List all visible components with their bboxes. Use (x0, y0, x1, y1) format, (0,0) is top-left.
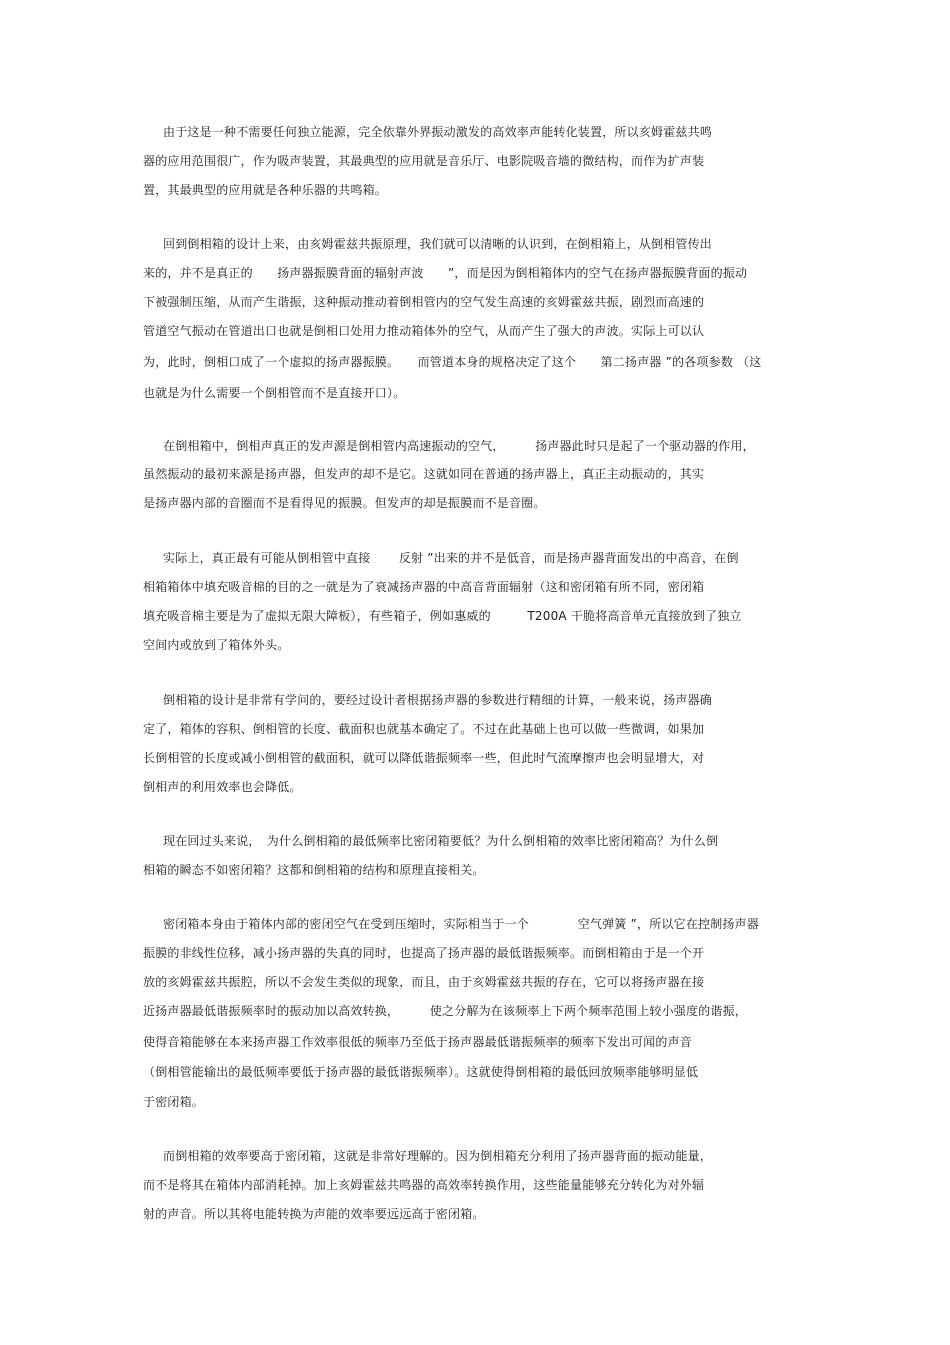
paragraph-line: 实际上，真正最有可能从倒相管中直接 反射 ”出来的并不是低音，而是扬声器背面发出的中高音，在倒 (163, 551, 739, 565)
paragraph-line: 在倒相箱中，倒相声真正的发声源是倒相管内高速振动的空气， 扬声器此时只是起了一个驱动器的作用， (163, 439, 755, 453)
paragraph-line: 定了，箱体的容积、倒相管的长度、截面积也就基本确定了。不过在此基础上也可以做一些微调，如果加 (143, 722, 705, 736)
paragraph-line: 长倒相管的长度或减小倒相管的截面积，就可以降低谐振频率一些，但此时气流摩擦声也会明显增大，对 (143, 751, 705, 765)
paragraph-line: 置，其最典型的应用就是各种乐器的共鸣箱。 (143, 183, 388, 197)
paragraph-line: 下被强制压缩，从而产生谐振，这种振动推动着倒相管内的空气发生高速的亥姆霍兹共振，剧烈而高速的 (143, 295, 705, 309)
paragraph-line: 而不是将其在箱体内部消耗掉。加上亥姆霍兹共鸣器的高效率转换作用，这些能量能够充分转化为对外辐 (143, 1178, 705, 1192)
paragraph-line: 管道空气振动在管道出口也就是倒相口处用力推动箱体外的空气，从而产生了强大的声波。实际上可以认 (143, 324, 705, 338)
paragraph-line: 使得音箱能够在本来扬声器工作效率很低的频率乃至低于扬声器最低谐振频率的频率下发出可闻的声音 (143, 1035, 693, 1049)
paragraph-line: 空间内或放到了箱体外头。 (143, 638, 290, 652)
paragraph-line: 振膜的非线性位移，减小扬声器的失真的同时，也提高了扬声器的最低谐振频率。而倒相箱由于是一个开 (143, 946, 705, 960)
paragraph-line: 由于这是一种不需要任何独立能源，完全依靠外界振动激发的高效率声能转化装置，所以亥姆霍兹共鸣 (163, 125, 713, 139)
paragraph-line: 相箱的瞬态不如密闭箱？这都和倒相箱的结构和原理直接相关。 (143, 863, 485, 877)
paragraph-line: 现在回过头来说， 为什么倒相箱的最低频率比密闭箱要低？为什么倒相箱的效率比密闭箱高？为什么倒 (163, 834, 719, 848)
paragraph-line: 是扬声器内部的音圈而不是看得见的振膜。但发声的却是振膜而不是音圈。 (143, 496, 546, 510)
paragraph-line: 回到倒相箱的设计上来，由亥姆霍兹共振原理，我们就可以清晰的认识到，在倒相箱上，从倒相管传出 (163, 237, 713, 251)
paragraph-line: 来的，并不是真正的 扬声器振膜背面的辐射声波 ”，而是因为倒相箱体内的空气在扬声器振膜背面的振动 (143, 266, 748, 280)
paragraph-line: 放的亥姆霍兹共振腔，所以不会发生类似的现象，而且，由于亥姆霍兹共振的存在，它可以将扬声器在接 (143, 975, 705, 989)
paragraph-line: 倒相箱的设计是非常有学问的，要经过设计者根据扬声器的参数进行精细的计算，一般来说，扬声器确 (163, 693, 713, 707)
paragraph-line: 近扬声器最低谐振频率时的振动加以高效转换， 使之分解为在该频率上下两个频率范围上较小强度的谐振， (143, 1004, 748, 1018)
paragraph-line: 于密闭箱。 (143, 1095, 205, 1109)
paragraph-line: 相箱箱体中填充吸音棉的目的之一就是为了衰减扬声器的中高音背面辐射（这和密闭箱有所不同，密闭箱 (143, 580, 705, 594)
paragraph-line: 为，此时，倒相口成了一个虚拟的扬声器振膜。 而管道本身的规格决定了这个 第二扬声器 ”的各项参数 （这 (143, 355, 762, 369)
paragraph-line: 虽然振动的最初来源是扬声器，但发声的却不是它。这就如同在普通的扬声器上，真正主动振动的，其实 (143, 467, 705, 481)
paragraph-line: （倒相管能输出的最低频率要低于扬声器的最低谐振频率）。这就使得倒相箱的最低回放频率能够明显低 (143, 1065, 699, 1079)
paragraph-line: 倒相声的利用效率也会降低。 (143, 780, 302, 794)
paragraph-line: 而倒相箱的效率要高于密闭箱，这就是非常好理解的。因为倒相箱充分利用了扬声器背面的振动能量， (163, 1149, 713, 1163)
paragraph-line: 密闭箱本身由于箱体内部的密闭空气在受到压缩时，实际相当于一个 空气弹簧 ”，所以它在控制扬声器 (163, 917, 760, 931)
paragraph-line: 也就是为什么需要一个倒相管而不是直接开口）。 (143, 386, 406, 400)
paragraph-line: 器的应用范围很广，作为吸声装置，其最典型的应用就是音乐厅、电影院吸音墙的微结构，而作为扩声装 (143, 154, 705, 168)
paragraph-line: 射的声音。所以其将电能转换为声能的效率要远远高于密闭箱。 (143, 1207, 485, 1221)
paragraph-line: 填充吸音棉主要是为了虚拟无限大障板），有些箱子，例如惠威的 T200A 干脆将高音单元直接放到了独立 (143, 609, 742, 623)
